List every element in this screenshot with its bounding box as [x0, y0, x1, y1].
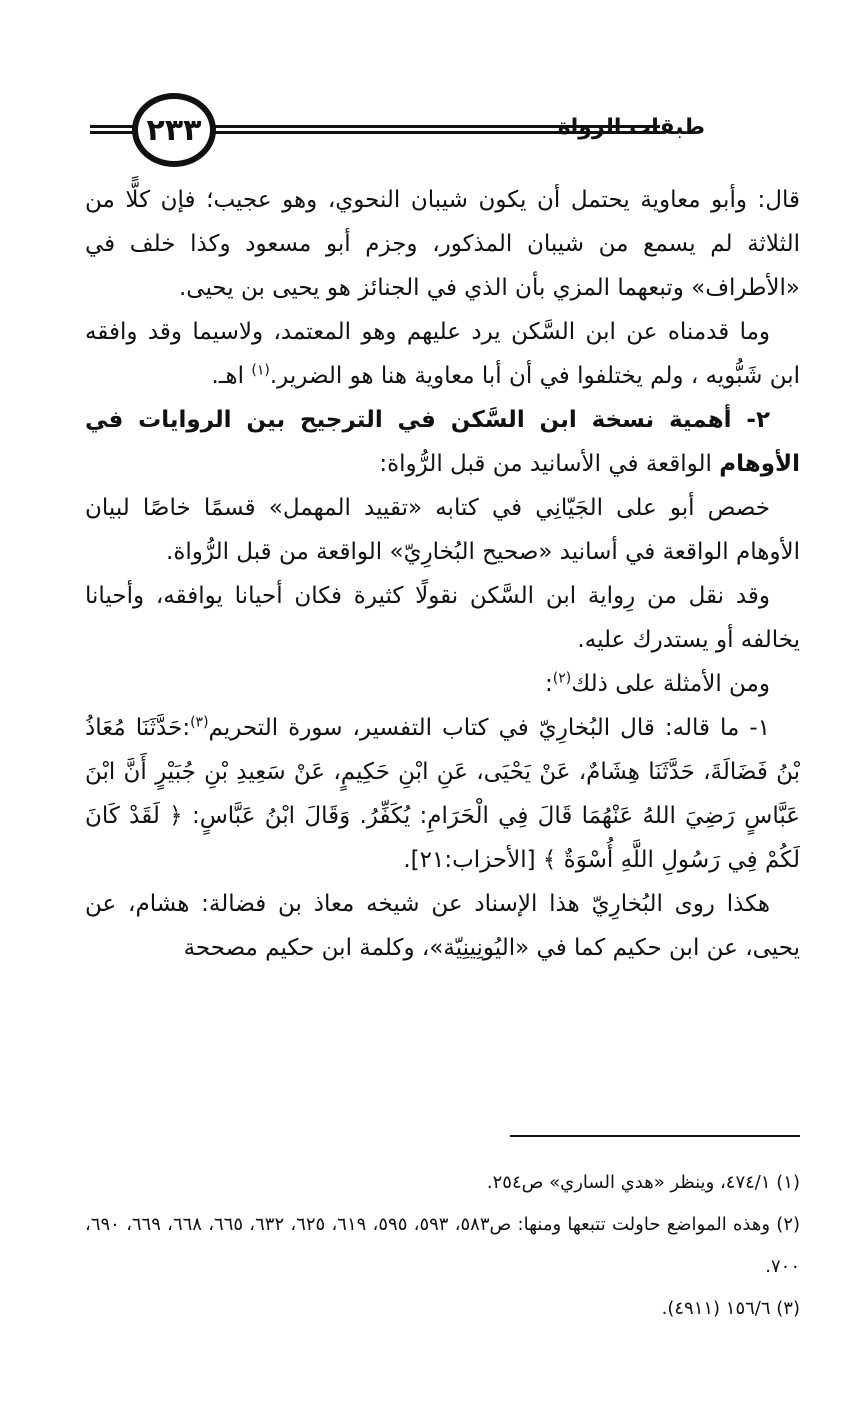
hadith-text: :حَدَّثَنَا مُعَاذُ بْنُ فَضَالَةَ، حَدَّثَنَا هِشَامٌ، عَنْ يَحْيَى، عَنِ ابْنِ حَكِيمٍ، عَنْ سَعِيدِ بْنِ جُبَيْرٍ أَنَّ ابْنَ عَبَّاسٍ رَضِيَ اللهُ عَنْهُمَا قَالَ فِي الْحَرَامِ: يُكَفِّرُ. وَقَالَ ابْنُ عَبَّاسٍ: — [85, 715, 801, 829]
page-header — [80, 85, 800, 175]
page-number: ٢٣٣ — [146, 112, 202, 148]
paragraph-8: هكذا روى البُخارِيّ هذا الإسناد عن شيخه معاذ بن فضالة: هشام، عن يحيى، عن ابن حكيم كما في «اليُونِينِيّة»، وكلمة ابن حكيم مصححة — [85, 891, 800, 961]
paragraph-4: خصص أبو على الجَيّانِي في كتابه «تقييد المهمل» قسمًا خاصًا لبيان الأوهام الواقعة في أسانيد «صحيح البُخارِيّ» الواقعة من قبل الرُّواة. — [85, 495, 800, 565]
paragraph-3 — [85, 398, 800, 486]
quran-verse: ﴿ لَقَدْ كَانَ لَكُمْ فِي رَسُولِ اللَّهِ أُسْوَةٌ ﴾ — [85, 803, 800, 873]
footnote-3: (٣) ١٥٦/٦ (٤٩١١). — [661, 1298, 800, 1319]
paragraph-5: وقد نقل من رِواية ابن السَّكن نقولًا كثيرة فكان أحيانا يوافقه، وأحيانا يخالفه أو يستدرك عليه. — [85, 583, 800, 653]
section-heading-2: ٢- أهمية نسخة ابن السَّكن في الترجيح بين الروايات في الأوهام — [85, 407, 800, 477]
paragraph-2-end: اهـ. — [211, 363, 252, 389]
running-title: طبقات الرواة — [557, 115, 705, 140]
footnote-ref-1: (١) — [251, 362, 270, 379]
footnote-ref-3: (٣) — [190, 714, 209, 731]
section-heading-2-rest: الواقعة في الأسانيد من قبل الرُّواة: — [379, 451, 712, 477]
paragraph-1: قال: وأبو معاوية يحتمل أن يكون شيبان النحوي، وهو عجيب؛ فإن كلًّا من الثلاثة لم يسمع من شيبان المذكور، وجزم أبو مسعود وكذا خلف في «الأطراف» وتبعهما المزي بأن الذي في الجنائز هو يحيى بن يحيى. — [85, 187, 800, 301]
main-text — [85, 178, 800, 970]
paragraph-6-text: ومن الأمثلة على ذلك — [571, 671, 770, 697]
footnote-separator — [510, 1135, 800, 1137]
paragraph-7 — [85, 706, 800, 882]
paragraph-6 — [85, 662, 800, 706]
footnote-1: (١) ٤٧٤/١، وينظر «هدي الساري» ص٢٥٤. — [486, 1172, 800, 1193]
header-rule-left — [90, 125, 135, 134]
paragraph-7-start: ١- ما قاله: قال البُخارِيّ في كتاب التفسير، سورة التحريم — [208, 715, 770, 741]
footnotes — [85, 1162, 800, 1330]
footnote-ref-2: (٢) — [552, 670, 572, 687]
paragraph-2 — [85, 310, 800, 398]
footnote-2: (٢) وهذه المواضع حاولت تتبعها ومنها: ص٥٨٣، ٥٩٣، ٥٩٥، ٦١٩، ٦٢٥، ٦٣٢، ٦٦٥، ٦٦٨، ٦٦٩، ٦٩٠، ٧٠٠. — [85, 1214, 801, 1277]
paragraph-2-text: وما قدمناه عن ابن السَّكن يرد عليهم وهو المعتمد، ولاسيما وقد وافقه ابن شَبُّويه ، ولم يختلفوا في أن أبا معاوية هنا هو الضرير. — [85, 319, 800, 389]
verse-reference: [الأحزاب:٢١]. — [403, 847, 543, 873]
page-number-badge — [132, 93, 216, 167]
paragraph-6-end: : — [545, 671, 553, 697]
